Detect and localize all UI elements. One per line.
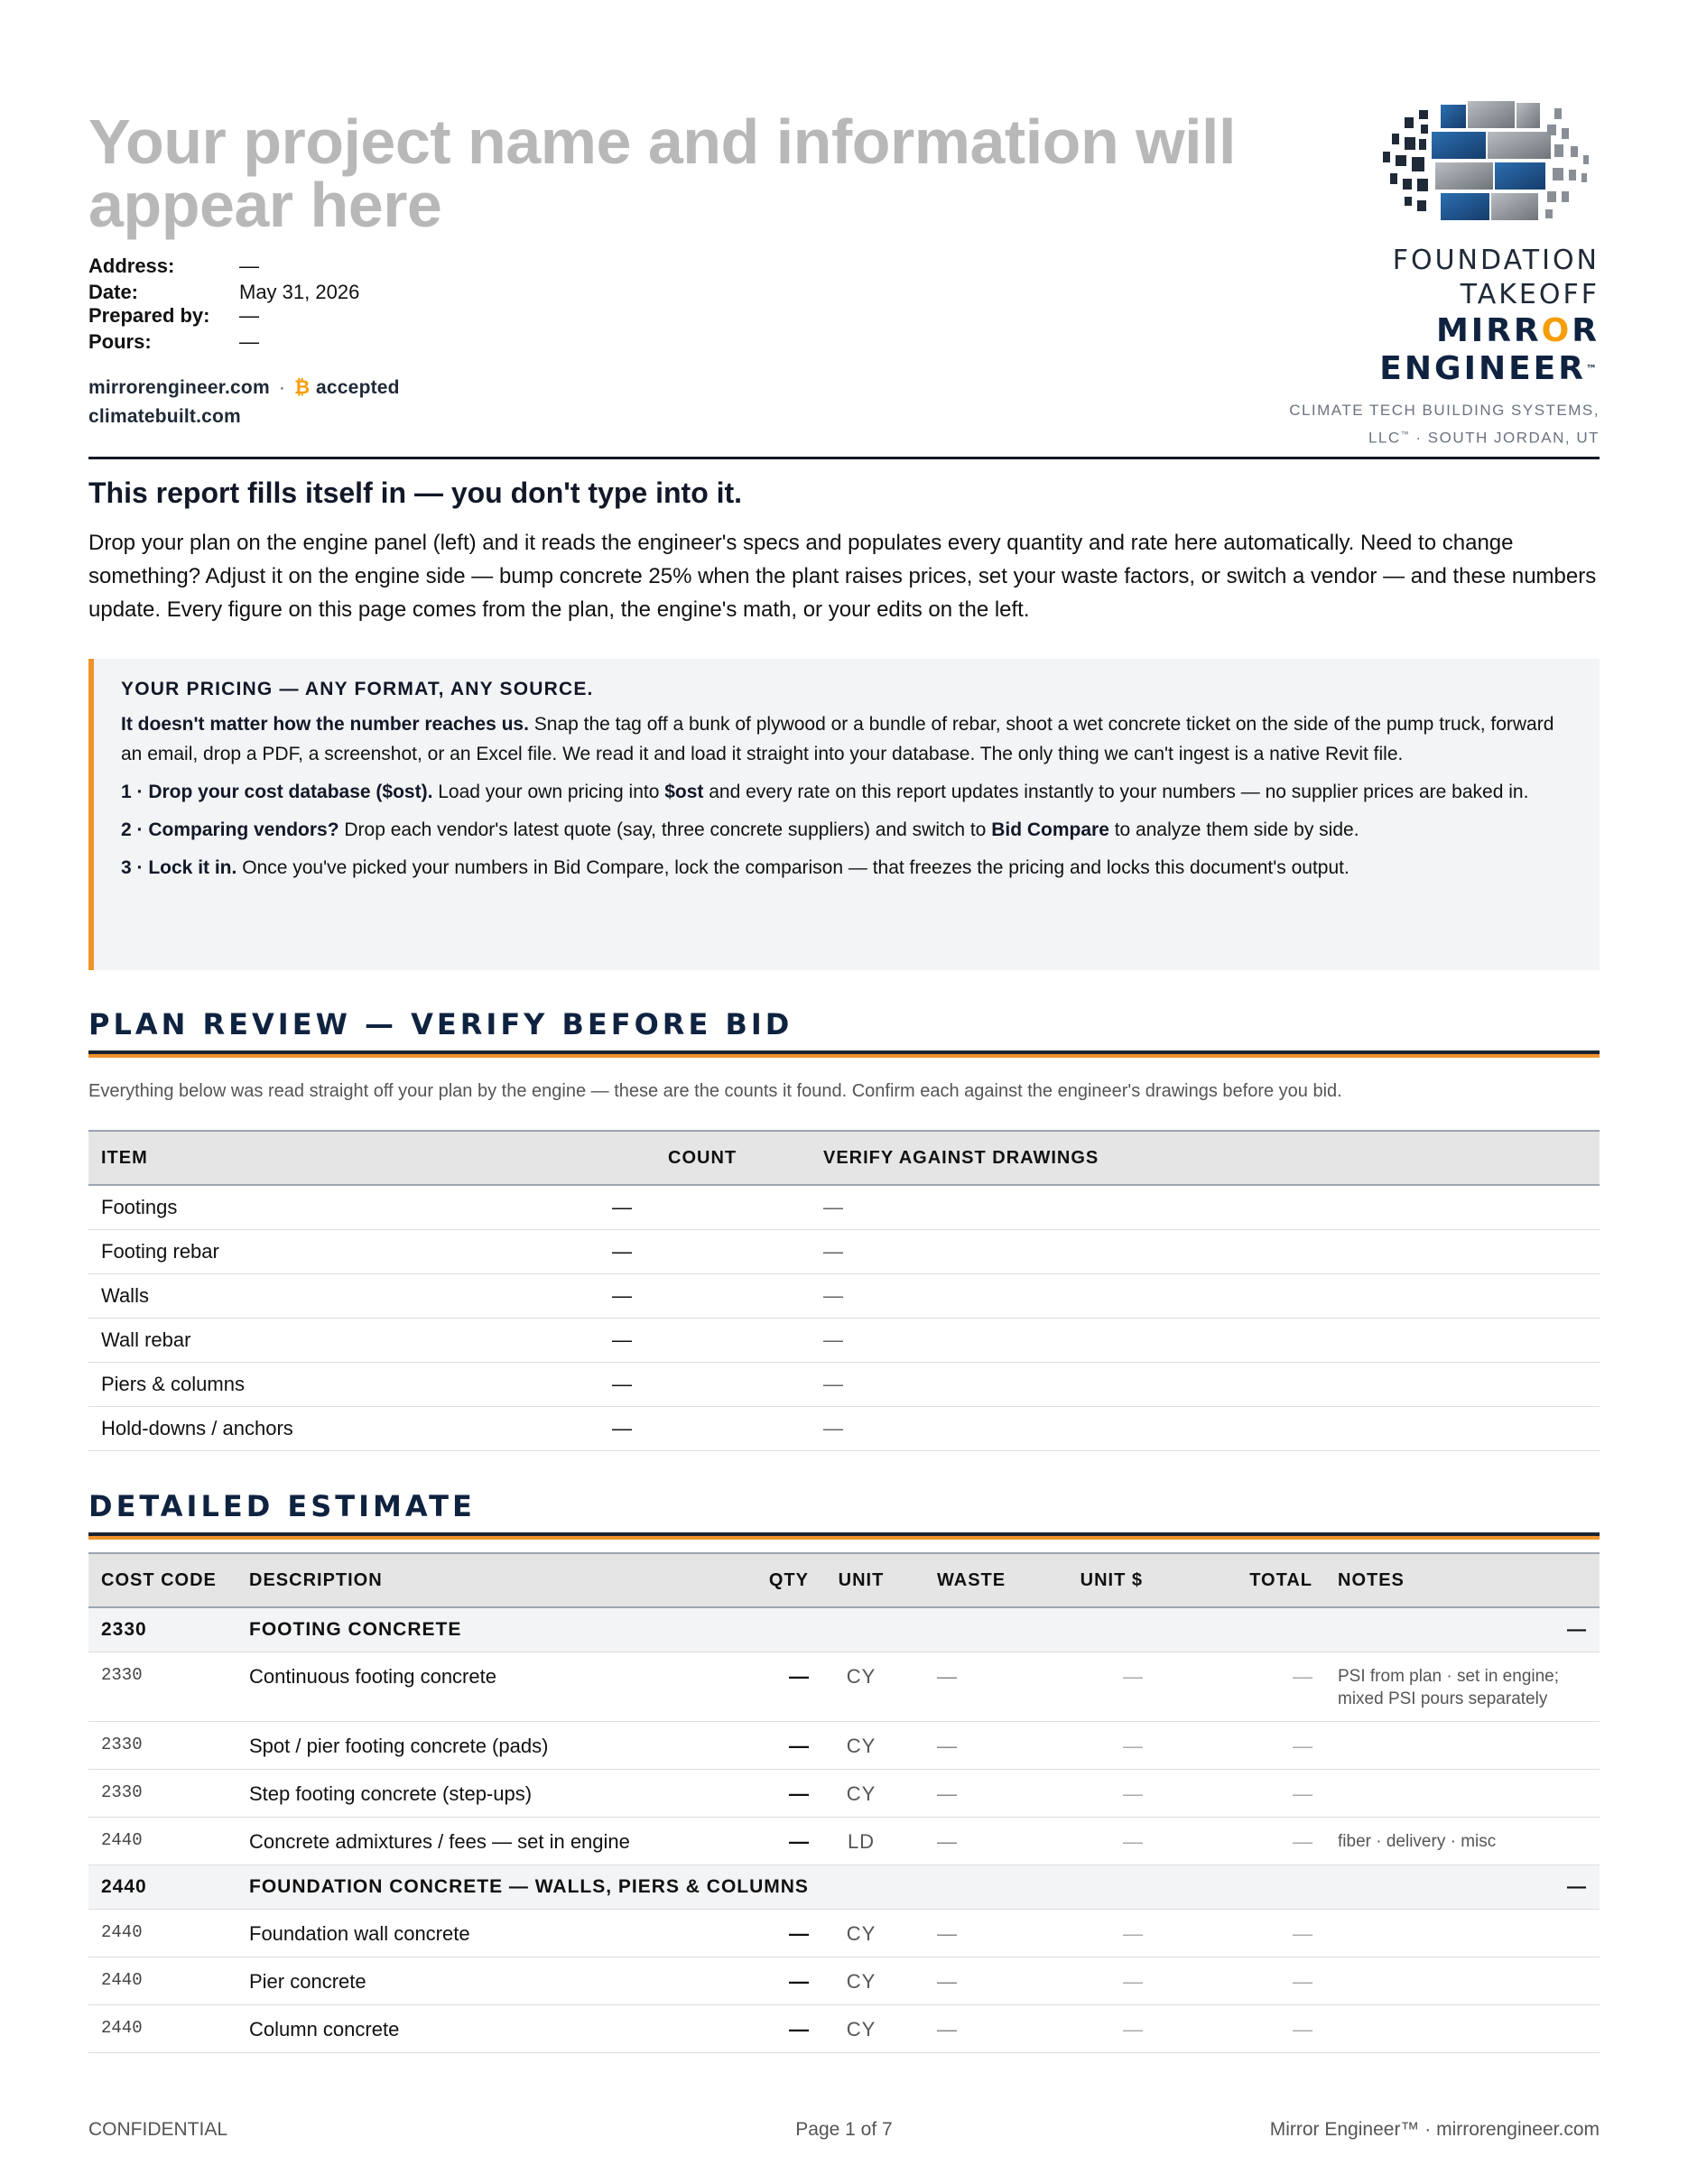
col-unit: UNIT <box>821 1553 901 1607</box>
item-name: Wall rebar <box>88 1319 655 1363</box>
project-title: Your project name and information will appear here <box>88 106 1236 240</box>
header-links <box>88 374 400 431</box>
meta-label: Date: <box>88 281 139 303</box>
callout-paragraph-2 <box>121 777 1574 807</box>
logo-line-takeoff: TAKEOFF <box>1460 279 1600 310</box>
table-row <box>88 1363 1600 1407</box>
col-total: TOTAL <box>1155 1553 1325 1607</box>
item-verify: — <box>811 1230 1600 1274</box>
row-notes <box>1325 1910 1600 1957</box>
row-cost-code: 2440 <box>88 1957 237 2005</box>
meta-prepared-by <box>88 302 359 329</box>
item-name: Piers & columns <box>88 1363 655 1407</box>
meta-label: Pours: <box>88 330 152 353</box>
row-notes: PSI from plan · set in engine; mixed PSI pours separately <box>1325 1652 1600 1722</box>
table-row <box>88 1652 1600 1722</box>
meta-value: — <box>239 304 259 327</box>
row-unit: CY <box>821 1770 901 1818</box>
row-description: Column concrete <box>237 2005 755 2053</box>
table-row <box>88 1319 1600 1363</box>
link-separator: · <box>278 377 286 398</box>
logo-mirror-o: O <box>1541 312 1572 349</box>
logo-engineer <box>1379 350 1600 388</box>
table-row <box>88 1910 1600 1957</box>
row-total: — <box>1155 1722 1325 1770</box>
row-cost-code: 2440 <box>88 2005 237 2053</box>
row-qty: — <box>755 2005 821 2053</box>
logo-product-name <box>1393 244 1600 312</box>
header-divider <box>88 457 1600 459</box>
item-count: — <box>655 1319 811 1363</box>
pricing-callout <box>88 659 1600 970</box>
meta-label: Prepared by: <box>88 304 210 327</box>
table-row <box>88 1274 1600 1319</box>
callout-p3-bold: 2 · Comparing vendors? <box>121 819 339 840</box>
row-qty: — <box>755 1818 821 1865</box>
group-total: — <box>1325 1607 1600 1652</box>
col-notes: NOTES <box>1325 1553 1600 1607</box>
item-verify: — <box>811 1363 1600 1407</box>
row-cost-code: 2330 <box>88 1770 237 1818</box>
row-description: Spot / pier footing concrete (pads) <box>237 1722 755 1770</box>
callout-title: YOUR PRICING — ANY FORMAT, ANY SOURCE. <box>121 679 594 699</box>
group-name: FOUNDATION CONCRETE — WALLS, PIERS & COLUMNS <box>237 1865 1325 1910</box>
estimate-table <box>88 1552 1600 2053</box>
row-notes <box>1325 1770 1600 1818</box>
row-unit-price: — <box>1058 1770 1155 1818</box>
group-code: 2440 <box>88 1865 237 1910</box>
link-climatebuilt[interactable]: climatebuilt.com <box>88 406 241 427</box>
item-name: Hold-downs / anchors <box>88 1407 655 1451</box>
callout-p4-bold: 3 · Lock it in. <box>121 857 237 878</box>
callout-paragraph-3 <box>121 815 1574 845</box>
meta-value: — <box>239 254 259 277</box>
row-description: Foundation wall concrete <box>237 1910 755 1957</box>
item-name: Footing rebar <box>88 1230 655 1274</box>
group-total: — <box>1325 1865 1600 1910</box>
company-subline <box>1220 399 1600 450</box>
row-notes <box>1325 1722 1600 1770</box>
table-row <box>88 1770 1600 1818</box>
footer-brand: Mirror Engineer™ · mirrorengineer.com <box>1269 2119 1600 2140</box>
item-verify: — <box>811 1185 1600 1230</box>
row-qty: — <box>755 1957 821 2005</box>
logo-mirror <box>1379 312 1600 350</box>
group-code: 2330 <box>88 1607 237 1652</box>
company-logo <box>1289 97 1600 449</box>
item-name: Walls <box>88 1274 655 1319</box>
row-waste: — <box>901 1652 1058 1722</box>
row-unit: CY <box>821 1652 901 1722</box>
row-total: — <box>1155 1818 1325 1865</box>
col-description: DESCRIPTION <box>237 1553 755 1607</box>
plan-review-table <box>88 1130 1600 1451</box>
logo-mirror-a: MIRR <box>1435 312 1542 349</box>
report-header <box>88 0 1600 460</box>
table-row <box>88 1957 1600 2005</box>
logo-mirror-b: R <box>1572 312 1600 349</box>
row-unit-price: — <box>1058 2005 1155 2053</box>
group-name: FOOTING CONCRETE <box>237 1607 1325 1652</box>
row-unit-price: — <box>1058 1957 1155 2005</box>
row-unit: CY <box>821 2005 901 2053</box>
callout-p3-text-b: to analyze them side by side. <box>1108 819 1359 840</box>
item-name: Footings <box>88 1185 655 1230</box>
item-verify: — <box>811 1319 1600 1363</box>
logo-engineer-text: ENGINEER <box>1379 350 1586 387</box>
col-qty: QTY <box>755 1553 821 1607</box>
col-unit-price: UNIT $ <box>1058 1553 1155 1607</box>
col-item: ITEM <box>88 1131 655 1185</box>
meta-value: — <box>239 330 259 353</box>
row-unit-price: — <box>1058 1722 1155 1770</box>
project-meta <box>88 253 359 355</box>
logo-brand-name <box>1379 312 1600 388</box>
report-page <box>88 0 1600 2140</box>
col-waste: WASTE <box>901 1553 1058 1607</box>
table-row <box>88 1818 1600 1865</box>
col-count: COUNT <box>655 1131 811 1185</box>
company-subline-2 <box>1220 422 1600 450</box>
row-cost-code: 2440 <box>88 1910 237 1957</box>
link-mirrorengineer[interactable]: mirrorengineer.com <box>88 377 270 398</box>
item-count: — <box>655 1363 811 1407</box>
callout-p4-text: Once you've picked your numbers in Bid Compare, lock the comparison — that freezes the pricing and locks this document's output. <box>237 857 1349 878</box>
row-cost-code: 2330 <box>88 1722 237 1770</box>
row-description: Concrete admixtures / fees — set in engine <box>237 1818 755 1865</box>
callout-paragraph-1 <box>121 709 1574 769</box>
callout-p2-bold: 1 · Drop your cost database ($ost). <box>121 782 433 802</box>
company-llc: LLC <box>1368 429 1401 447</box>
row-waste: — <box>901 1818 1058 1865</box>
row-cost-code: 2440 <box>88 1818 237 1865</box>
detailed-estimate-rule <box>88 1532 1600 1540</box>
row-total: — <box>1155 2005 1325 2053</box>
row-description: Continuous footing concrete <box>237 1652 755 1722</box>
meta-pours <box>88 329 359 355</box>
table-row <box>88 1185 1600 1230</box>
item-count: — <box>655 1407 811 1451</box>
plan-review-note: Everything below was read straight off your plan by the engine — these are the counts it found. Confirm each against the engineer's drawings before you bid. <box>88 1081 1342 1101</box>
row-description: Pier concrete <box>237 1957 755 2005</box>
table-row <box>88 2005 1600 2053</box>
row-unit: CY <box>821 1722 901 1770</box>
row-unit: CY <box>821 1957 901 2005</box>
logo-line-foundation: FOUNDATION <box>1392 245 1600 276</box>
group-row <box>88 1607 1600 1652</box>
footer-confidential: CONFIDENTIAL <box>88 2119 228 2140</box>
item-count: — <box>655 1185 811 1230</box>
intro-heading: This report fills itself in — you don't type into it. <box>88 477 743 509</box>
table-row <box>88 1230 1600 1274</box>
row-notes <box>1325 2005 1600 2053</box>
logo-trademark: ™ <box>1586 363 1600 375</box>
row-cost-code: 2330 <box>88 1652 237 1722</box>
meta-date <box>88 279 359 305</box>
meta-address <box>88 253 359 279</box>
col-verify: VERIFY AGAINST DRAWINGS <box>811 1131 1600 1185</box>
estimate-header-row <box>88 1553 1600 1607</box>
row-qty: — <box>755 1910 821 1957</box>
company-subline-1: CLIMATE TECH BUILDING SYSTEMS, <box>1289 402 1600 419</box>
row-total: — <box>1155 1910 1325 1957</box>
row-total: — <box>1155 1957 1325 2005</box>
group-row <box>88 1865 1600 1910</box>
callout-p2-bold2: $ost <box>664 782 704 802</box>
company-location: · SOUTH JORDAN, UT <box>1410 429 1600 447</box>
item-verify: — <box>811 1407 1600 1451</box>
row-unit: CY <box>821 1910 901 1957</box>
logo-mark-icon <box>1377 97 1594 233</box>
callout-p1-text: Snap the tag off a bunk of plywood or a bundle of rebar, shoot a wet concrete ticket on the side of the pump truck, forward an email, drop a PDF, a screenshot, or an Excel file. We read it and load it straight into your database. The only thing we can't ingest is a native Revit file. <box>121 714 1554 764</box>
row-waste: — <box>901 1910 1058 1957</box>
row-unit-price: — <box>1058 1910 1155 1957</box>
col-cost-code: COST CODE <box>88 1553 237 1607</box>
footer-page-number: Page 1 of 7 <box>795 2119 893 2140</box>
item-count: — <box>655 1274 811 1319</box>
row-total: — <box>1155 1770 1325 1818</box>
row-qty: — <box>755 1770 821 1818</box>
company-llc-tm: ™ <box>1400 430 1411 439</box>
row-unit: LD <box>821 1818 901 1865</box>
plan-review-rule <box>88 1050 1600 1058</box>
meta-value: May 31, 2026 <box>239 281 360 303</box>
callout-paragraph-4 <box>121 853 1574 883</box>
callout-p1-bold: It doesn't matter how the number reaches us. <box>121 714 529 735</box>
callout-p3-bold2: Bid Compare <box>991 819 1109 840</box>
item-verify: — <box>811 1274 1600 1319</box>
plan-header-row <box>88 1131 1600 1185</box>
row-notes <box>1325 1957 1600 2005</box>
table-row <box>88 1407 1600 1451</box>
callout-p2-text-b: and every rate on this report updates instantly to your numbers — no supplier prices are baked in. <box>703 782 1529 802</box>
row-waste: — <box>901 1770 1058 1818</box>
callout-p2-text-a: Load your own pricing into <box>432 782 665 802</box>
row-waste: — <box>901 1722 1058 1770</box>
bitcoin-icon: ₿ <box>294 377 311 398</box>
row-qty: — <box>755 1722 821 1770</box>
row-waste: — <box>901 1957 1058 2005</box>
meta-label: Address: <box>88 254 175 277</box>
row-unit-price: — <box>1058 1652 1155 1722</box>
callout-p3-text-a: Drop each vendor's latest quote (say, three concrete suppliers) and switch to <box>339 819 992 840</box>
row-unit-price: — <box>1058 1818 1155 1865</box>
detailed-estimate-title: DETAILED ESTIMATE <box>88 1489 476 1523</box>
intro-body: Drop your plan on the engine panel (left) and it reads the engineer's specs and populates every quantity and rate here automatically. Need to change something? Adjust it on the engine side — bump concrete 25% when the plant raises prices, set your waste factors, or switch a vendor — and these numbers update. Every figure on this page comes from the plan, the engine's math, or your edits on the left. <box>88 531 1597 622</box>
row-notes: fiber · delivery · misc <box>1325 1818 1600 1865</box>
plan-review-title: PLAN REVIEW — VERIFY BEFORE BID <box>88 1007 793 1041</box>
item-count: — <box>655 1230 811 1274</box>
table-row <box>88 1722 1600 1770</box>
row-waste: — <box>901 2005 1058 2053</box>
row-total: — <box>1155 1652 1325 1722</box>
row-description: Step footing concrete (step-ups) <box>237 1770 755 1818</box>
bitcoin-accepted-text: accepted <box>316 377 400 398</box>
row-qty: — <box>755 1652 821 1722</box>
